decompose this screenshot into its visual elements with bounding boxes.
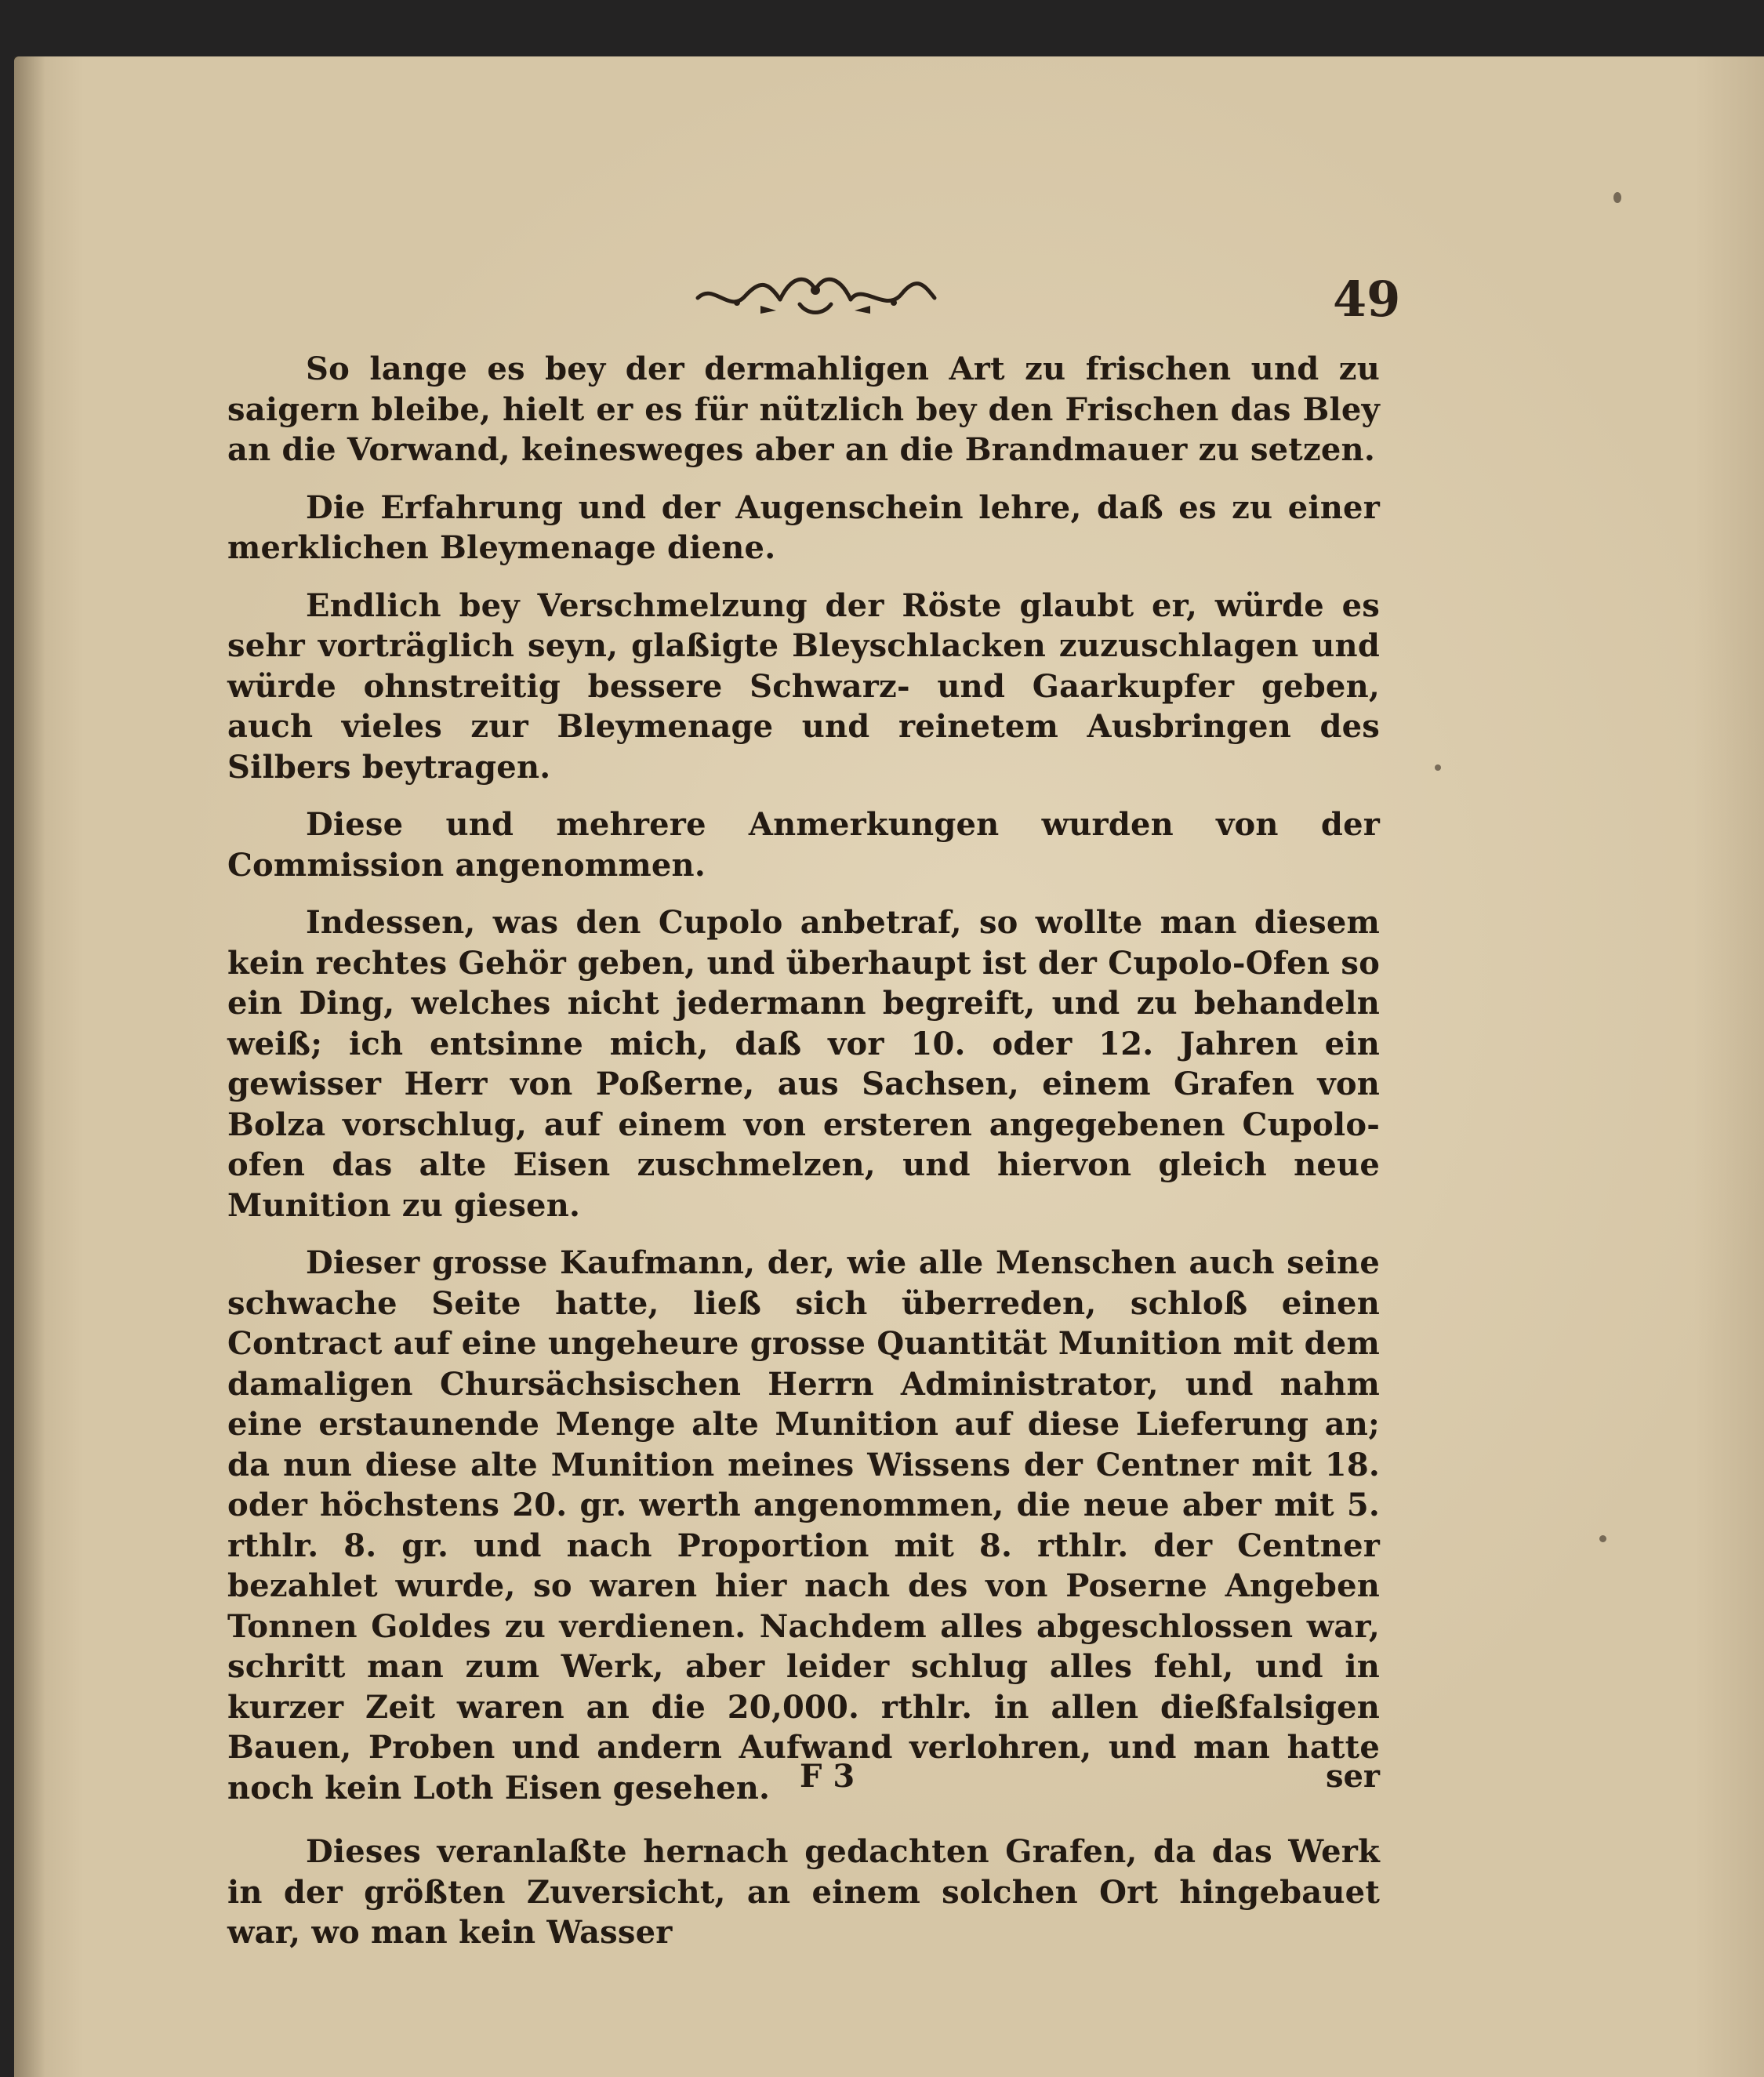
paragraph-7: Dieses veranlaßte hernach gedachten Grafen, da das Werk in der größten Zuversicht, an einem solchen Ort hingebauet war, wo man kein Wasser bbox=[227, 1833, 1380, 1951]
paper-speck bbox=[1599, 1535, 1606, 1542]
page-number: 49 bbox=[1333, 271, 1401, 328]
page-footer bbox=[227, 1758, 1380, 1805]
header-ornament bbox=[690, 267, 941, 321]
paragraph-5: Indessen, was den Cupolo anbetraf, so wollte man diesem kein rechtes Gehör geben, und überhaupt ist der Cupolo-Ofen so ein Ding, welches nicht jedermann begreift, und zu behandeln weiß; ich entsinne mich, daß vor 10. oder 12. Jahren ein gewisser Herr von Poßerne, aus Sachsen, einem Grafen von Bolza vorschlug, auf einem von ersteren angegebenen Cupolo-ofen das alte Eisen zuschmelzen, und hiervon gleich neue Munition zu giesen. bbox=[227, 904, 1380, 1224]
paper-speck bbox=[1613, 192, 1621, 203]
body-text bbox=[227, 349, 1380, 1953]
signature-mark: F 3 bbox=[800, 1758, 855, 1795]
paper-speck bbox=[1435, 764, 1441, 771]
paragraph-3: Endlich bey Verschmelzung der Röste glaubt er, würde es sehr vorträglich seyn, glaßigte Bleyschlacken zuzuschlagen und würde ohnstreitig bessere Schwarz- und Gaarkupfer geben, auch vieles zur Bleymenage und reinetem Ausbringen des Silbers beytragen. bbox=[227, 586, 1380, 786]
paragraph-4: Diese und mehrere Anmerkungen wurden von der Commission angenommen. bbox=[227, 806, 1380, 884]
paragraph-1: So lange es bey der dermahligen Art zu frischen und zu saigern bleibe, hielt er es für nützlich bey den Frischen das Bley an die Vorwand, keinesweges aber an die Brandmauer zu setzen. bbox=[227, 350, 1380, 468]
catchword: ser bbox=[1325, 1758, 1380, 1795]
paragraph-6: Dieser grosse Kaufmann, der, wie alle Menschen auch seine schwache Seite hatte, ließ sich überreden, schloß einen Contract auf eine ungeheure grosse Quantität Munition mit dem damaligen Chursächsischen Herrn Administrator, und nahm eine erstaunende Menge alte Munition auf diese Lieferung an; da nun diese alte Munition meines Wissens der Centner mit 18. oder höchstens 20. gr. werth angenommen, die neue aber mit 5. rthlr. 8. gr. und nach Proportion mit 8. rthlr. der Centner bezahlet wurde, so waren hier nach des von Poserne Angeben Tonnen Goldes zu verdienen. Nachdem alles abgeschlossen war, schritt man zum Werk, aber leider schlug alles fehl, und in kurzer Zeit waren an die 20,000. rthlr. in allen dießfalsigen Bauen, Proben und andern Aufwand verlohren, und man hatte noch kein Loth Eisen gesehen. bbox=[227, 1244, 1380, 1806]
paragraph-2: Die Erfahrung und der Augenschein lehre, daß es zu einer merklichen Bleymenage diene. bbox=[227, 488, 1380, 566]
page-edge-shadow bbox=[14, 56, 45, 2077]
